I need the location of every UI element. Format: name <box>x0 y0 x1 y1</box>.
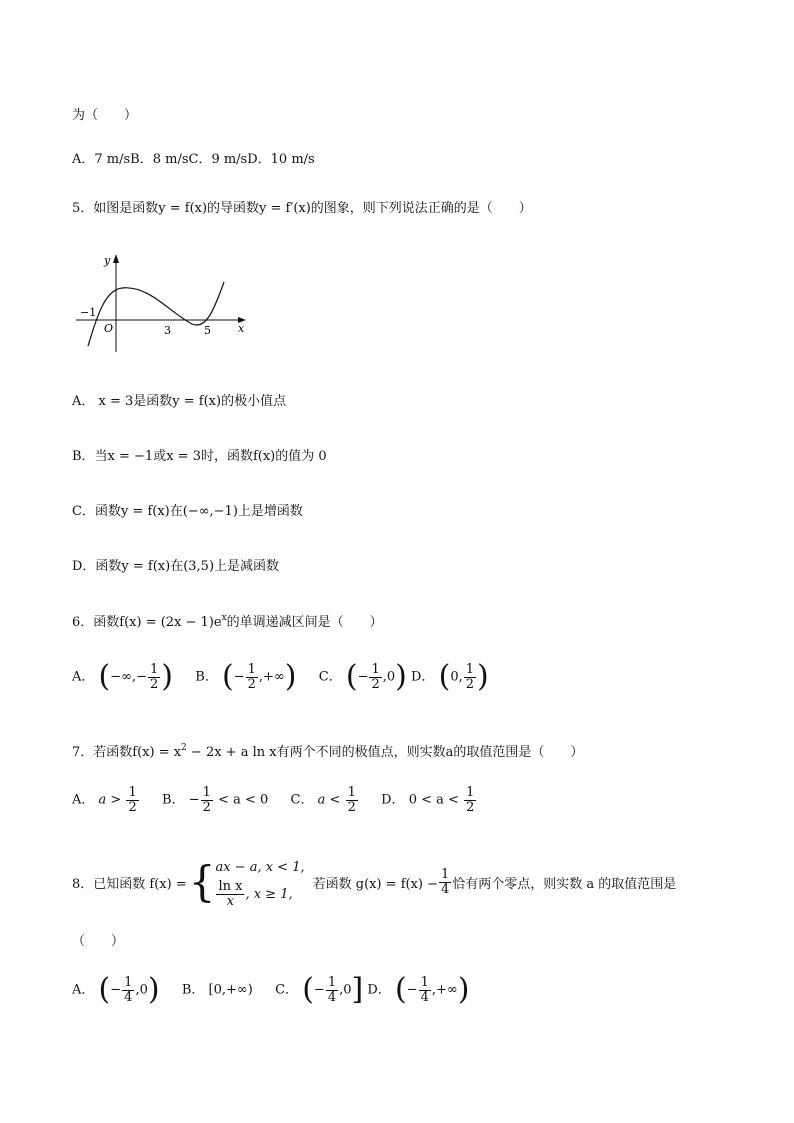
q5-option-c: C．函数y = f(x)在(−∞,−1)上是增函数 <box>72 504 303 519</box>
piecewise-brace: { <box>188 857 216 906</box>
tick-3-label: 3 <box>164 324 171 337</box>
q7-options: A． a > $\frac{1}{2}$ B． − $\frac{1}{2}$ < a < 0 C． a < $\frac{1}{2}$ D． 0 < a < $\frac{1}{2}$ <box>72 785 475 815</box>
q5-stem: 5．如图是函数y = f(x)的导函数y = f′(x)的图象，则下列说法正确的是（ ） <box>72 201 532 216</box>
q6-option-c-label: C． <box>318 669 342 685</box>
y-axis-arrow-icon <box>113 254 119 263</box>
q6-option-d-label: D． <box>411 669 435 685</box>
x-axis-label: x <box>238 322 245 335</box>
tick-neg1-label: −1 <box>80 306 97 319</box>
q8-stem: 8．已知函数 f(x) = { ax − a, x < 1, $\frac{\text{ln x}}{x}$ , x ≥ 1, 若函数 g(x) = f(x) − $\frac{1}{4}$ 恰有两个零点，则实数 a 的取值范围是 <box>72 857 677 909</box>
q6-option-a-label: A． <box>72 669 95 685</box>
q5-option-b: B．当x = −1或x = 3时，函数f(x)的值为 0 <box>72 449 327 464</box>
q8-options: A． (− $\frac{1}{4}$ ,0) B． [0,+∞) C． (− $\frac{1}{4}$ ,0] D． (− $\frac{1}{4}$ ,+∞) <box>72 972 470 1007</box>
tick-5-label: 5 <box>204 324 211 337</box>
q5-option-a: A． x = 3是函数y = f(x)的极小值点 <box>72 394 287 409</box>
derivative-graph <box>74 250 254 360</box>
q7-stem: 7．若函数$f(x) = x^2 - 2x + a$ ln x有两个不同的极值点，则实数a的取值范围是（ ） <box>72 743 584 760</box>
q6-options: A． (−∞,− $\frac{1}{2}$ ) B． (− $\frac{1}{2}$ ,+∞) C． (− $\frac{1}{2}$ ,0) D． (0, $\frac{1}{2}$ ) <box>72 659 489 694</box>
q6-option-b-label: B． <box>195 669 218 685</box>
q8-paren: （ ） <box>72 934 125 949</box>
origin-label: O <box>104 322 114 335</box>
piecewise-cases: ax − a, x < 1, $\frac{\text{ln x}}{x}$ , x ≥ 1, <box>215 859 305 909</box>
q4-stem-tail: 为（ ） <box>72 108 138 123</box>
q6-stem: 6．函数$f(x) = (2x - 1)e^x$的单调递减区间是（ ） <box>72 613 383 630</box>
y-axis-label: y <box>104 254 111 267</box>
q5-option-d: D．函数y = f(x)在(3,5)上是减函数 <box>72 559 280 574</box>
q4-options: A．7 m/sB．8 m/sC．9 m/sD．10 m/s <box>72 152 315 167</box>
